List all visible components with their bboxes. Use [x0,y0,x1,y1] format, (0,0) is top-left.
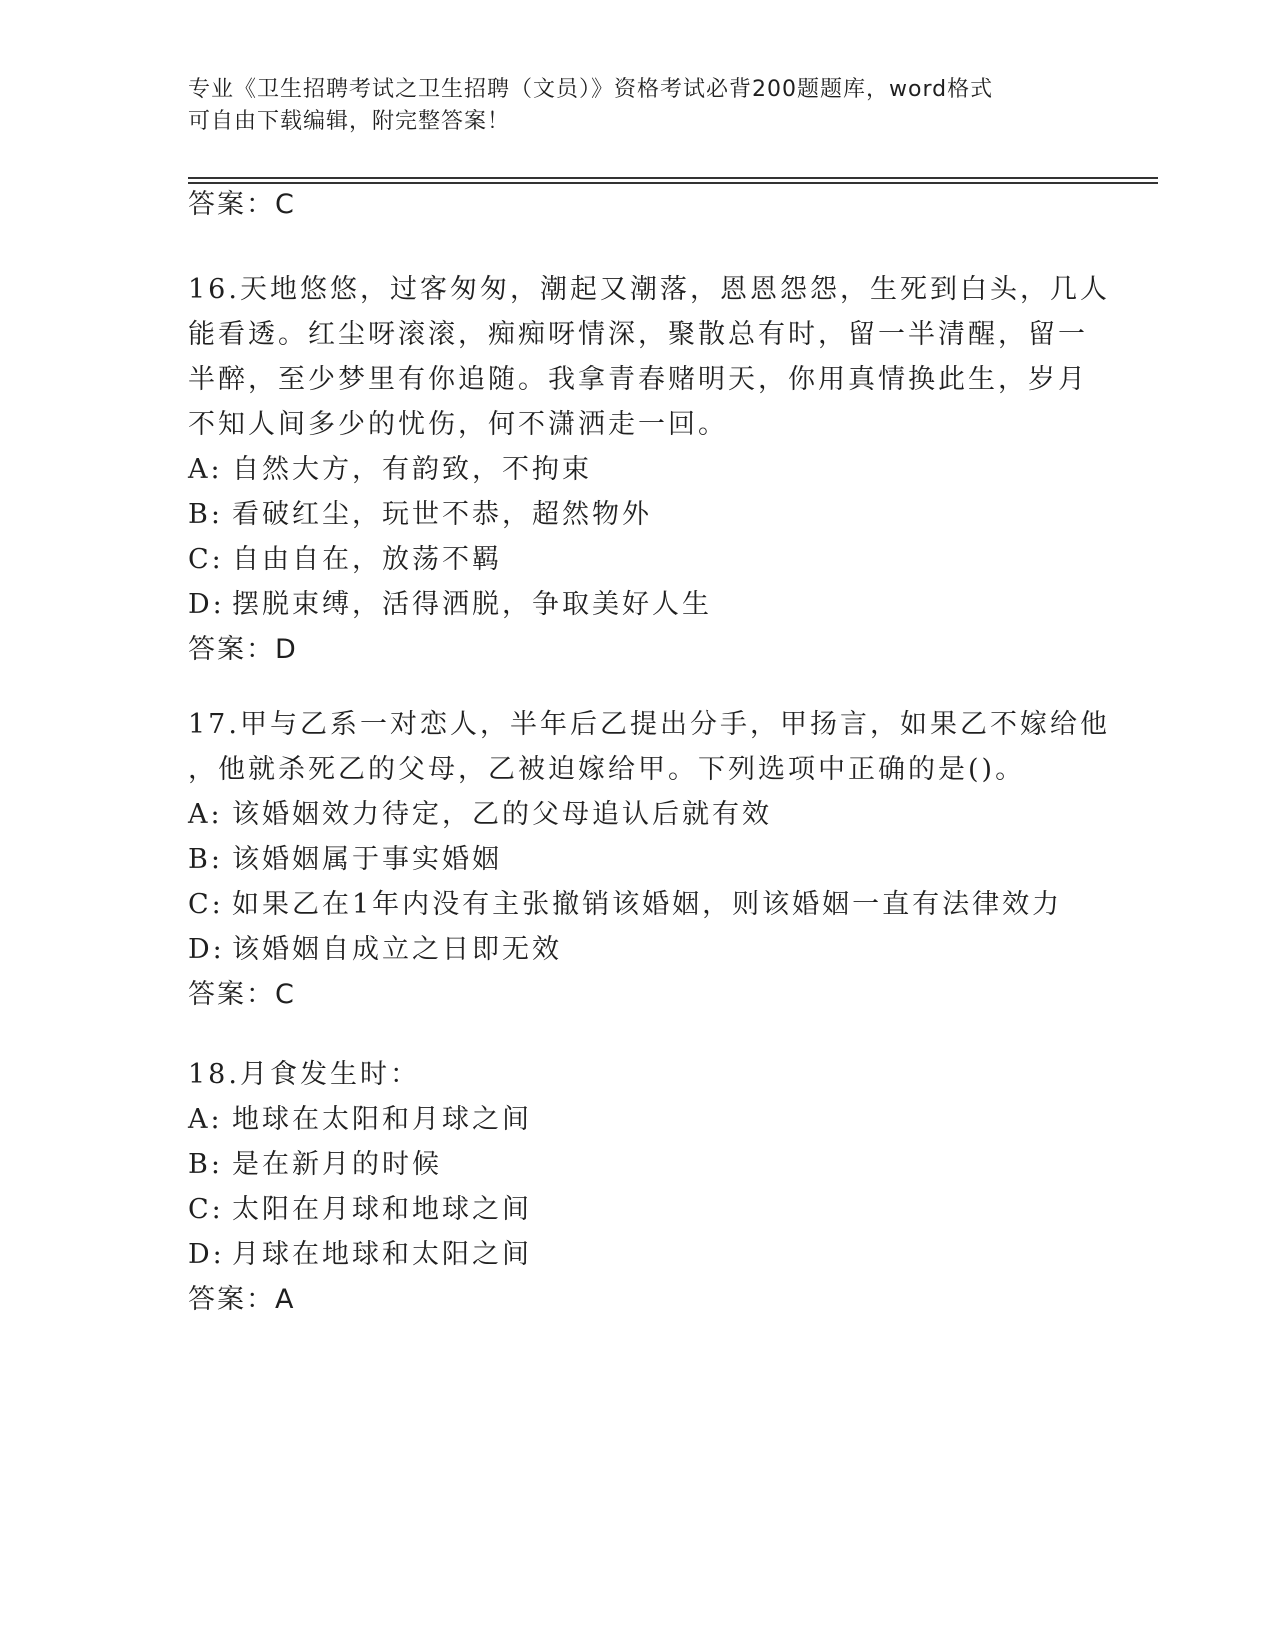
answer: 答案：A [188,1284,296,1315]
header-line-1: 专业《卫生招聘考试之卫生招聘（文员）》资格考试必背200题题库，word格式 [188,77,994,102]
option-key: A: [188,454,223,485]
option-text: 该婚姻属于事实婚姻 [232,844,502,875]
option-text: 该婚姻效力待定，乙的父母追认后就有效 [232,799,772,830]
option-d [188,927,1088,972]
previous-answer-block [188,182,1088,227]
option-a [188,447,1088,492]
option-c [188,1187,1088,1232]
answer: 答案：C [188,979,296,1010]
question-18 [188,1052,1088,1322]
question-stem-line: ，他就杀死乙的父母，乙被迫嫁给甲。下列选项中正确的是()。 [188,754,1026,785]
option-key: A: [188,799,223,830]
option-key: B: [188,844,223,875]
question-stem-line: 不知人间多少的忧伤，何不潇洒走一回。 [188,409,728,440]
page-header [188,74,1088,138]
header-divider-top [188,177,1158,179]
option-text: 该婚姻自成立之日即无效 [232,934,562,965]
previous-answer: 答案：C [188,189,296,220]
option-b [188,1142,1088,1187]
option-c [188,537,1088,582]
option-text: 地球在太阳和月球之间 [232,1104,532,1135]
option-a [188,792,1088,837]
option-c [188,882,1088,927]
option-key: D: [188,1239,225,1270]
header-line-2: 可自由下载编辑，附完整答案！ [188,109,511,134]
option-text: 自然大方，有韵致，不拘束 [232,454,592,485]
option-text: 看破红尘，玩世不恭，超然物外 [232,499,652,530]
option-key: B: [188,1149,223,1180]
option-b [188,837,1088,882]
option-key: D: [188,934,225,965]
option-key: C: [188,1194,224,1225]
option-text: 月球在地球和太阳之间 [232,1239,532,1270]
option-text: 自由自在，放荡不羁 [232,544,502,575]
question-stem-line: 半醉，至少梦里有你追随。我拿青春赌明天，你用真情换此生，岁月 [188,364,1088,395]
option-key: B: [188,499,223,530]
option-b [188,492,1088,537]
question-stem-line: 17.甲与乙系一对恋人，半年后乙提出分手，甲扬言，如果乙不嫁给他 [188,709,1110,740]
question-stem-line: 18.月食发生时： [188,1059,420,1090]
option-key: C: [188,889,224,920]
option-d [188,582,1088,627]
question-stem-line: 16.天地悠悠，过客匆匆，潮起又潮落，恩恩怨怨，生死到白头，几人 [188,274,1110,305]
option-text: 如果乙在1年内没有主张撤销该婚姻，则该婚姻一直有法律效力 [232,889,1063,920]
answer: 答案：D [188,634,298,665]
option-text: 是在新月的时候 [232,1149,442,1180]
option-text: 太阳在月球和地球之间 [232,1194,532,1225]
option-key: D: [188,589,225,620]
question-16 [188,267,1110,672]
option-a [188,1097,1088,1142]
question-17 [188,702,1110,1017]
option-text: 摆脱束缚，活得洒脱，争取美好人生 [232,589,712,620]
option-key: C: [188,544,224,575]
option-key: A: [188,1104,223,1135]
question-stem-line: 能看透。红尘呀滚滚，痴痴呀情深，聚散总有时，留一半清醒，留一 [188,319,1088,350]
option-d [188,1232,1088,1277]
